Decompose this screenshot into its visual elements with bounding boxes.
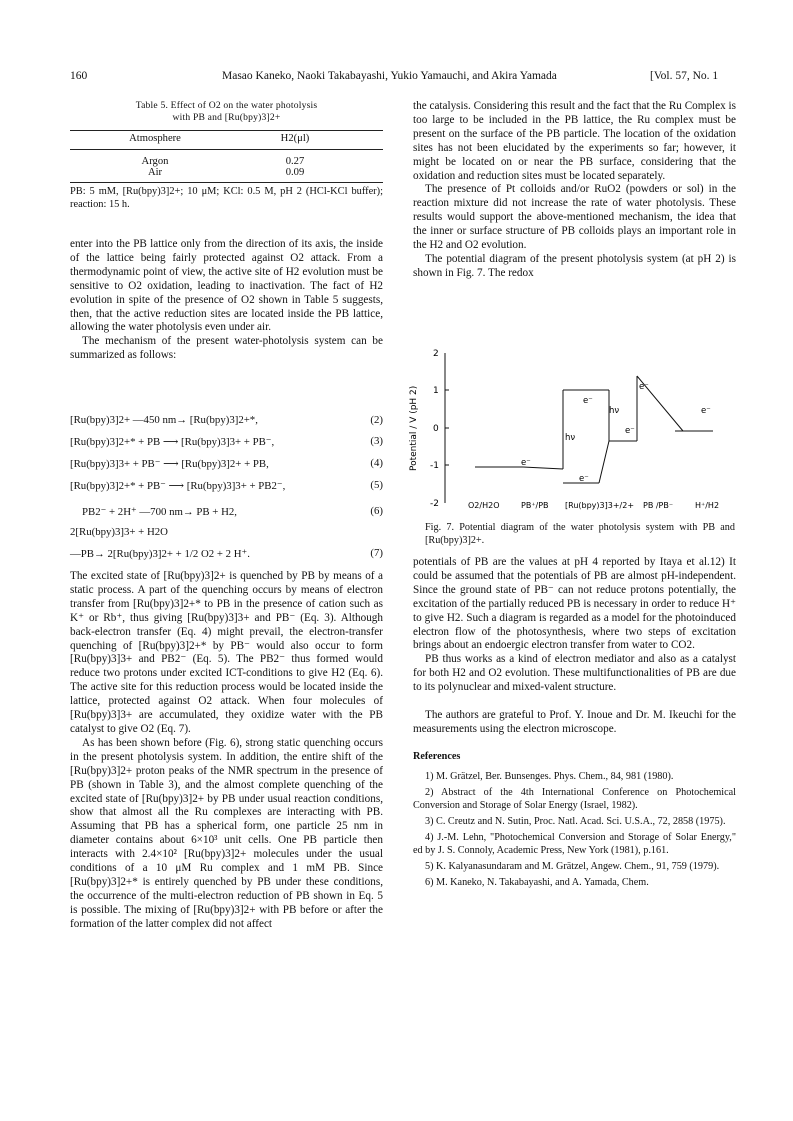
reference-item: 4) J.-M. Lehn, "Photochemical Conversion and Storage of Solar Energy," ed by J. S. Connoly, Academic Press, New York (1981), p.161. — [413, 831, 736, 856]
cell-h2: 0.09 — [285, 167, 305, 178]
cell-atmosphere: Argon — [141, 156, 169, 167]
xlabel: PB⁺/PB — [521, 501, 549, 510]
ytick-label: 0 — [433, 424, 439, 434]
xlabel: H⁺/H2 — [695, 501, 720, 510]
left-paragraph-2: The mechanism of the present water-photolysis system can be summarized as follows: — [70, 335, 383, 362]
equations-block — [70, 414, 383, 560]
equation-7b-text: —PB→ 2[Ru(bpy)3]2+ + 1/2 O2 + 2 H⁺. — [70, 548, 250, 560]
equation-4 — [70, 457, 383, 470]
reference-item: 1) M. Grätzel, Ber. Bunsenges. Phys. Chem., 84, 981 (1980). — [425, 770, 674, 782]
right-paragraph-3: The potential diagram of the present photolysis system (at pH 2) is shown in Fig. 7. The redox — [413, 252, 736, 279]
table-header-row — [70, 133, 383, 144]
table-5 — [70, 100, 383, 211]
annot-electron: e⁻ — [639, 382, 649, 392]
ytick-label: -1 — [430, 461, 439, 471]
equation-2 — [70, 414, 383, 426]
equation-5-number: (5) — [370, 479, 383, 491]
reference-item: 5) K. Kalyanasundaram and M. Grätzel, Angew. Chem., 91, 759 (1979). — [425, 860, 720, 872]
annot-hv: hν — [565, 433, 576, 443]
table-rule-mid — [70, 149, 383, 150]
right-paragraph-4: potentials of PB are the values at pH 4 reported by Itaya et al.12) It could be assumed that the potentials of PB are almost pH-independent. Since the ground state of PB⁻ can not reduce protons potentially, the excitation of the partially reduced PB is necessary in order to reduce H⁺ to give H2. Such a diagram is regarded as a model for the photoinduced electron flow of the photosynthesis, where two steps of excitation brings about an endoergic electron transfer from water to CO2. — [413, 556, 736, 652]
table-rule-bottom — [70, 182, 383, 183]
equation-5 — [70, 479, 383, 492]
reference-item: 3) C. Creutz and N. Sutin, Proc. Natl. Acad. Sci. U.S.A., 72, 2858 (1975). — [425, 815, 726, 827]
table-caption-2: with PB and [Ru(bpy)3]2+ — [172, 112, 281, 123]
equation-6-number: (6) — [370, 505, 383, 517]
ytick-label: 1 — [433, 386, 439, 396]
figure-xlabels — [468, 501, 719, 510]
annot-electron: e⁻ — [701, 406, 711, 416]
table-rule-top — [70, 130, 383, 131]
running-head-authors: Masao Kaneko, Naoki Takabayashi, Yukio Yamauchi, and Akira Yamada — [222, 70, 557, 82]
equation-5-text: [Ru(bpy)3]2+* + PB⁻ ⟶ [Ru(bpy)3]3+ + PB2⁻, — [70, 480, 286, 492]
annot-electron: e⁻ — [583, 396, 593, 406]
equation-3 — [70, 435, 383, 448]
table-row — [70, 167, 383, 178]
left-paragraph-4: As has been shown before (Fig. 6), strong static quenching occurs in the present photolysis system. In addition, the entire shift of the [Ru(bpy)3]2+ proton peaks of the NMR spectrum in the presence of PB (shown in Table 3), and the almost complete quenching of the excited state of [Ru(bpy)3]2+ by PB under usual reaction conditions, show that almost all the Ru complexes are interacting with PB. Assuming that PB has a spherical form, one particle 25 nm in diameter contains about 6×10³ unit cells. One PB particle then interacts with 2.4×10² [Ru(bpy)3]2+ molecules under the usual conditions of a 10 μM Ru complex and 1 mM PB. Since [Ru(bpy)3]2+* is entirely quenched by PB under these conditions, the occurrence of the multi-electron reduction of PB shown in Eq. 5 is possible. The mixing of [Ru(bpy)3]2+ with PB before or after the formation of the latter complex did not affect — [70, 736, 383, 930]
ytick-label: -2 — [430, 499, 439, 509]
annot-electron: e⁻ — [579, 474, 589, 484]
left-paragraph-3: The excited state of [Ru(bpy)3]2+ is quenched by PB by means of a static process. A part of the quenching occurs by means of electron transfer from [Ru(bpy)3]2+* to PB in the presence of cation such as K⁺ or Rb⁺, thus giving [Ru(bpy)3]3+ and PB⁻ (Eq. 3). Although back-electron transfer (Eq. 4) might prevail, the electron-transfer quenching of [Ru(bpy)3]2+* by PB⁻ would also occur to form [Ru(bpy)3]3+ and PB2⁻ (Eq. 5). The PB2⁻ thus formed would reduce two protons under excited ICT-conditions to give H2 (Eq. 6). The active site for this reduction process would be located inside the lattice, protected against O2 attack. When four molecules of [Ru(bpy)3]3+ are accumulated, they oxidize water with the PB catalyst to give O2 (Eq. 7). — [70, 570, 383, 735]
table-row — [70, 156, 383, 167]
equation-7a-text: 2[Ru(bpy)3]3+ + H2O — [70, 526, 168, 538]
figure-caption: Fig. 7. Potential diagram of the water photolysis system with PB and [Ru(bpy)3]2+. — [425, 522, 735, 546]
cell-h2: 0.27 — [285, 156, 305, 167]
xlabel: O2/H2O — [468, 501, 500, 510]
right-paragraph-1: the catalysis. Considering this result and the fact that the Ru Complex is too large to be included in the PB lattice, the Ru complex must be present on the surface of the PB particle. The location of the oxidation sites has not been elucidated by the experiments so far; however, it might be located on or near the PB surface, considering that the oxidation and reduction sites must be located separately. — [413, 100, 736, 182]
annot-electron: e⁻ — [625, 426, 635, 436]
left-paragraph-1: enter into the PB lattice only from the direction of its axis, the inside of the lattice being fairly protected against O2 attack. From a thermodynamic point of view, the active site of H2 evolution must be sensitive to O2 oxidation, leading to inactivation. The fact of H2 evolution in spite of the presence of O2 shown in Table 5 suggests, then, that the active reduction sites are located inside the PB lattice, allowing the water photolysis even under air. — [70, 238, 383, 334]
potential-diagram-figure — [409, 343, 736, 518]
equation-4-text: [Ru(bpy)3]3+ + PB⁻ ⟶ [Ru(bpy)3]2+ + PB, — [70, 458, 269, 470]
equation-6-text: PB2⁻ + 2H⁺ —700 nm→ PB + H2, — [82, 506, 237, 518]
figure-yticks — [430, 349, 449, 509]
equation-7b — [70, 547, 383, 560]
equation-7-number: (7) — [370, 547, 383, 559]
equation-2-number: (2) — [370, 414, 383, 426]
cell-atmosphere: Air — [147, 167, 163, 178]
right-paragraph-5: PB thus works as a kind of electron mediator and also as a catalyst for both H2 and O2 evolution. These multifunctionalities of PB are due to its polynuclear and mixed-valent structure. — [413, 653, 736, 694]
col-h2: H2(μl) — [280, 133, 310, 144]
equation-7a — [70, 526, 383, 538]
equation-3-number: (3) — [370, 435, 383, 447]
table-caption-1: Table 5. Effect of O2 on the water photolysis — [135, 100, 318, 111]
xlabel: PB /PB⁻ — [643, 501, 674, 510]
running-head-volume: [Vol. 57, No. 1 — [650, 70, 719, 82]
ytick-label: 2 — [433, 349, 439, 359]
reference-item: 2) Abstract of the 4th International Conference on Photochemical Conversion and Storage of Solar Energy (Israel, 1982). — [413, 786, 736, 811]
reference-item: 6) M. Kaneko, N. Takabayashi, and A. Yamada, Chem. — [425, 876, 649, 888]
electron-path — [599, 441, 609, 483]
annot-hv: hν — [609, 406, 620, 416]
page-number: 160 — [70, 70, 88, 82]
xlabel: [Ru(bpy)3]3+/2+ — [565, 501, 635, 510]
figure-ylabel: Potential / V (pH 2) — [409, 385, 419, 471]
table-footnote: PB: 5 mM, [Ru(bpy)3]2+; 10 μM; KCl: 0.5 M, pH 2 (HCl-KCl buffer); reaction: 15 h. — [70, 186, 383, 210]
references-heading: References — [413, 750, 461, 762]
equation-3-text: [Ru(bpy)3]2+* + PB ⟶ [Ru(bpy)3]3+ + PB⁻, — [70, 436, 275, 448]
acknowledgment: The authors are grateful to Prof. Y. Inoue and Dr. M. Ikeuchi for the measurements using the electron microscope. — [413, 709, 736, 735]
energy-levels — [475, 376, 713, 483]
annot-electron: e⁻ — [521, 458, 531, 468]
right-paragraph-2: The presence of Pt colloids and/or RuO2 (powders or sol) in the reaction mixture did not increase the rate of water photolysis. These results would support the above-mentioned mechanism, the idea that the inner or surface structure of PB colloids plays an important role in the H2 and O2 evolution. — [413, 183, 736, 252]
equation-2-text: [Ru(bpy)3]2+ —450 nm→ [Ru(bpy)3]2+*, — [70, 414, 258, 426]
col-atmosphere: Atmosphere — [129, 133, 181, 144]
equation-6 — [70, 505, 383, 518]
equation-4-number: (4) — [370, 457, 383, 469]
